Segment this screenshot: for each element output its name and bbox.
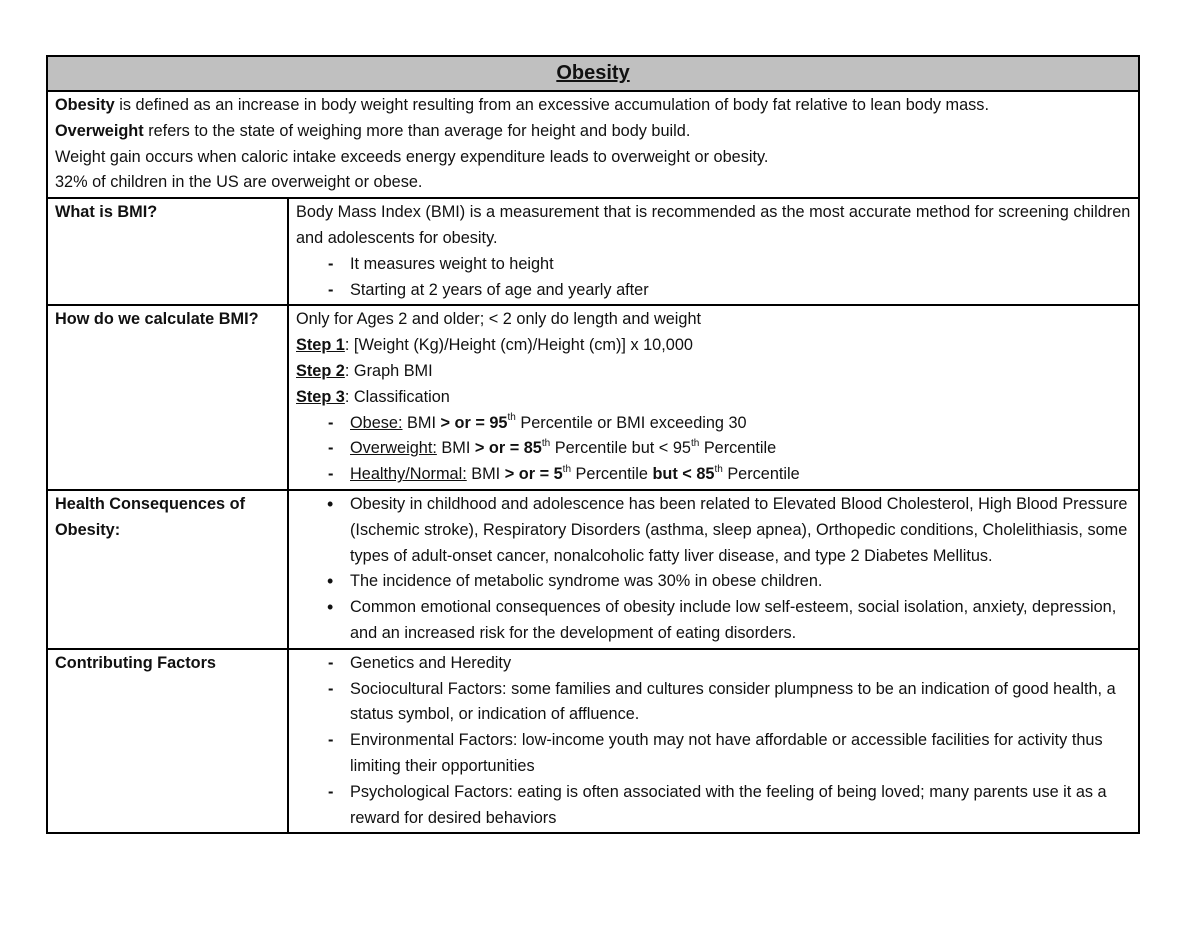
calc-label: How do we calculate BMI? [47, 305, 288, 490]
classification-text: Percentile [571, 465, 653, 484]
factors-content [288, 649, 1139, 834]
step-2-label: Step 2 [296, 361, 345, 380]
bmi-list [296, 252, 1131, 304]
step-1-text: : [Weight (Kg)/Height (cm)/Height (cm)] x 10,000 [344, 336, 693, 355]
step-3-label: Step 3 [296, 387, 345, 406]
step-2 [296, 359, 1131, 385]
intro-cell [47, 91, 1139, 198]
obesity-table [46, 55, 1140, 834]
ordinal: th [507, 412, 516, 424]
list-item: - Psychological Factors: eating is often associated with the feeling of being loved; many parents use it as a reward for desired behaviors [328, 780, 1131, 832]
list-item: - Sociocultural Factors: some families and cultures consider plumpness to be an indication of good health, a status symbol, or indication of affluence. [328, 677, 1131, 729]
calc-intro: Only for Ages 2 and older; < 2 only do length and weight [296, 310, 702, 329]
health-label: Health Consequences of Obesity: [47, 490, 288, 649]
classification-text: Percentile but < 95 [550, 439, 691, 458]
title-cell [47, 56, 1139, 91]
ordinal: th [690, 437, 700, 449]
classification-text: Percentile [722, 465, 800, 484]
classification-text: Percentile or BMI exceeding 30 [515, 413, 747, 432]
prevalence-stat: 32% of children in the US are overweight or obese. [55, 173, 423, 192]
healthy-label: Healthy/Normal: [350, 465, 467, 484]
list-item: • Common emotional consequences of obesity include low self-esteem, social isolation, anxiety, depression, and an increased risk for the development of eating disorders. [328, 595, 1131, 647]
threshold: > or = 5 [504, 465, 563, 484]
threshold: > or = 85 [474, 439, 542, 458]
factors-label: Contributing Factors [47, 649, 288, 834]
overweight-label: Overweight: [350, 439, 437, 458]
health-content [288, 490, 1139, 649]
obesity-definition [55, 93, 1131, 119]
page-title: Obesity [556, 62, 630, 84]
bmi-word: BMI [402, 413, 441, 432]
threshold: > or = 95 [440, 413, 508, 432]
step-1-label: Step 1 [296, 336, 345, 355]
healthy-classification [328, 462, 1131, 488]
factors-list [296, 651, 1131, 832]
bmi-word: BMI [466, 465, 505, 484]
step-3-text: : Classification [344, 387, 450, 406]
list-item: - Genetics and Heredity [328, 651, 1131, 677]
list-item: - It measures weight to height [328, 252, 1131, 278]
ordinal: th [541, 437, 551, 449]
list-item: - Environmental Factors: low-income youth may not have affordable or accessible facilities for activity thus limiting their opportunities [328, 728, 1131, 780]
classification-text: Percentile [699, 439, 777, 458]
bmi-word: BMI [436, 439, 475, 458]
obesity-term: Obesity [55, 96, 115, 114]
ordinal: th [562, 463, 572, 475]
step-1 [296, 333, 1131, 359]
bmi-content [288, 198, 1139, 305]
bmi-description: Body Mass Index (BMI) is a measurement that is recommended as the most accurate method for screening children and adolescents for obesity. [296, 203, 1131, 247]
threshold: but < 85 [652, 465, 715, 484]
list-item: - Starting at 2 years of age and yearly after [328, 278, 1131, 304]
step-2-text: : Graph BMI [344, 361, 433, 380]
list-item: • Obesity in childhood and adolescence has been related to Elevated Blood Cholesterol, High Blood Pressure (Ischemic stroke), Respiratory Disorders (asthma, sleep apnea), Orthopedic conditions, Cholelithiasis, some types of adult-onset cancer, nonalcoholic fatty liver disease, and type 2 Diabetes Mellitus. [328, 492, 1131, 569]
overweight-term: Overweight [55, 121, 144, 140]
bmi-label: What is BMI? [47, 198, 288, 305]
classification-list [296, 411, 1131, 488]
obese-classification [328, 411, 1131, 437]
obesity-def-text: is defined as an increase in body weight resulting from an excessive accumulation of body fat relative to lean body mass. [114, 96, 989, 114]
obesity-sheet [46, 55, 1138, 834]
weight-gain-text: Weight gain occurs when caloric intake exceeds energy expenditure leads to overweight or obesity. [55, 147, 769, 166]
calc-content [288, 305, 1139, 490]
overweight-def-text: refers to the state of weighing more than average for height and body build. [143, 121, 691, 140]
overweight-classification [328, 436, 1131, 462]
step-3 [296, 385, 1131, 411]
list-item: • The incidence of metabolic syndrome was 30% in obese children. [328, 569, 1131, 595]
ordinal: th [714, 463, 723, 475]
obese-label: Obese: [350, 413, 403, 432]
health-list [296, 492, 1131, 647]
overweight-definition [55, 119, 1131, 145]
